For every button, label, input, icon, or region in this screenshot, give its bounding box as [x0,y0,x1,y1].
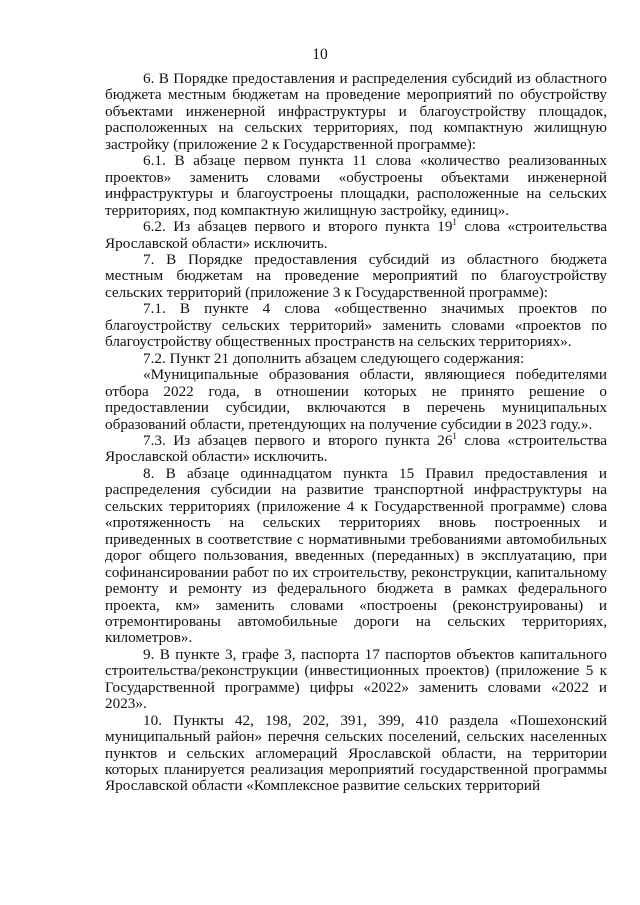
paragraph-7-3-text-end: слова «строительства Ярославской области» исключить. [105,431,607,466]
page-number: 10 [312,46,328,63]
paragraph-6-2-text: 6.2. Из абзацев первого и второго пункта 19 [143,218,453,236]
superscript: 1 [452,217,457,228]
paragraph-10: 10. Пункты 42, 198, 202, 391, 399, 410 раздела «Пошехонский муниципальный район» перечня сельских поселений, сельских населенных пунктов и сельских агломераций Ярославской области, на территории которых планируется реализация мероприятий государственной программы Ярославской области «Комплексное развитие сельских территорий [105,711,607,795]
document-body [105,71,607,795]
paragraph-7-2: 7.2. Пункт 21 дополнить абзацем следующего содержания: [143,349,525,367]
paragraph-7-3 [105,430,607,466]
paragraph-6-2-text-end: слова «строительства Ярославской области» исключить. [105,218,607,252]
superscript: 1 [452,430,457,441]
paragraph-6: 6. В Порядке предоставления и распределения субсидий из областного бюджета местным бюджетам на проведение мероприятий по обустройству объектами инженерной инфраструктуры и благоустройству площадок, расположенных на сельских территориях, под компактную жилищную застройку (приложение 2 к Государственной программе): [105,70,607,153]
paragraph-7-3-text: 7.3. Из абзацев первого и второго пункта 26 [143,431,453,449]
paragraph-7-1: 7.1. В пункте 4 слова «общественно значимых проектов по благоустройству сельских территорий» заменить словами «проектов по благоустройству общественных пространств на сельских территориях». [105,300,607,351]
paragraph-6-1: 6.1. В абзаце первом пункта 11 слова «количество реализованных проектов» заменить словами «обустроены объектами инженерной инфраструктуры и благоустроены площадки, расположенные на сельских территориях, под компактную жилищную застройку, единиц». [105,152,607,219]
paragraph-8: 8. В абзаце одиннадцатом пункта 15 Правил предоставления и распределения субсидии на развитие транспортной инфраструктуры на сельских территориях (приложение 4 к Государственной программе) слова «протяженность на сельских территориях вновь построенных и приведенных в соответствие с нормативными требованиями автомобильных дорог общего пользования, введенных (переданных) в эксплуатацию, при софинансировании работ по их строительству, реконструкции, капитальному ремонту и ремонту из федерального бюджета в рамках федерального проекта, км» заменить словами «построены (реконструированы) и отремонтированы автомобильные дороги на сельских территориях, километров». [105,464,607,647]
paragraph-7: 7. В Порядке предоставления субсидий из областного бюджета местным бюджетам на проведение мероприятий по благоустройству сельских территорий (приложение 3 к Государственной программе): [105,250,607,301]
paragraph-6-2 [105,219,607,252]
paragraph-9: 9. В пункте 3, графе 3, паспорта 17 паспортов объектов капитального строительства/реконструкции (инвестиционных проектов) (приложение 5 к Государственной программе) цифры «2022» заменить словами «2022 и 2023». [105,645,607,713]
paragraph-7-2-quote: «Муниципальные образования области, являющиеся победителями отбора 2022 года, в отношении которых не принято решение о предоставлении субсидии, включаются в перечень муниципальных образований области, претендующих на получение субсидии в 2023 году.». [105,366,607,433]
